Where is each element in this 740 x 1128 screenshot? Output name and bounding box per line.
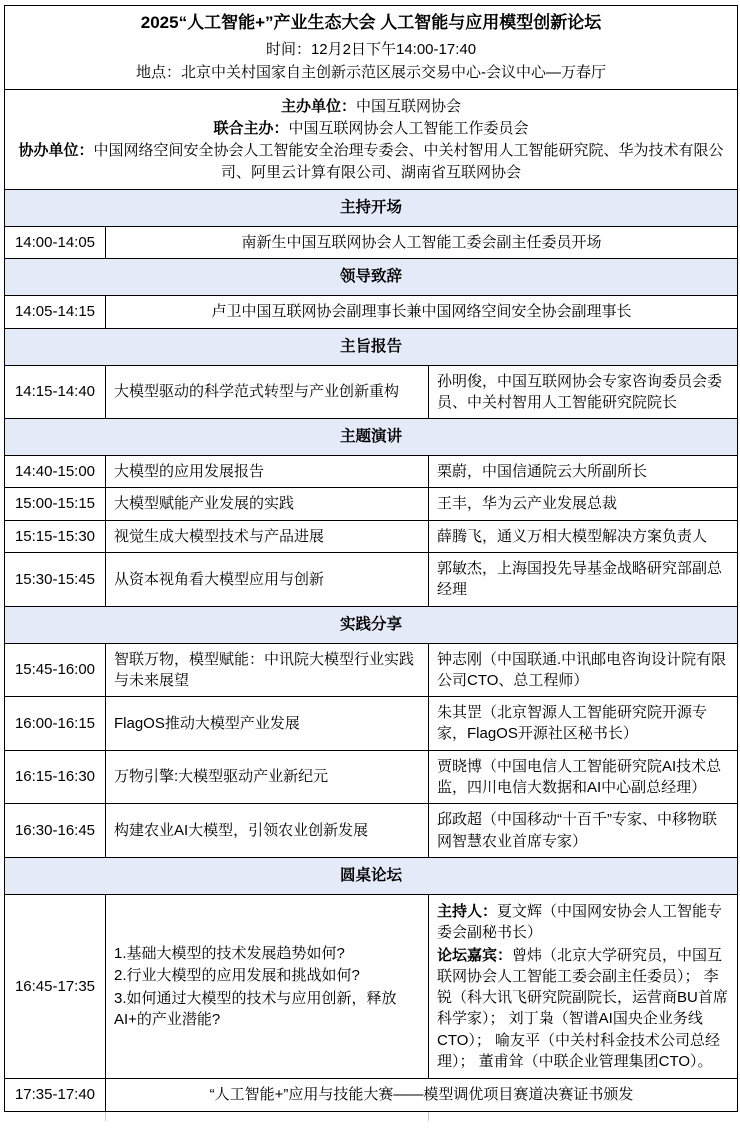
speaker-cell: 郭敏杰，上海国投先导基金战略研究部副总经理 [429,552,738,606]
host-org-label: 主办单位： [280,97,356,115]
section-header-talks-label: 主题演讲 [5,419,738,456]
section-header-opening-label: 主持开场 [5,189,738,226]
support-org-label: 协办单位： [18,142,94,160]
agenda-table [4,5,738,1112]
table-row [5,226,738,258]
topic-cell: 视觉生成大模型技术与产品进展 [106,520,429,552]
time-cell: 15:30-15:45 [5,552,106,606]
topic-cell: 万物引擎:大模型驱动产业新纪元 [106,750,429,804]
support-org-line [13,140,729,183]
clipped-gridline [428,1112,429,1121]
title-cell [5,6,738,90]
event-title: 2025“人工智能+”产业生态大会 人工智能与应用模型创新论坛 [140,13,602,32]
merged-content-cell: 南新生中国互联网协会人工智能工委会副主任委员开场 [106,226,738,258]
host-org-value: 中国互联网协会 [356,97,462,115]
clipped-next-row [4,1112,737,1121]
topic-cell: 大模型赋能产业发展的实践 [106,488,429,520]
speaker-cell: 贾晓博（中国电信人工智能研究院AI技术总监，四川电信大数据和AI中心副总经理） [429,750,738,804]
merged-content-cell: “人工智能+”应用与技能大赛——模型调优项目赛道决赛证书颁发 [106,1079,738,1111]
table-row [5,488,738,520]
section-header-keynote-label: 主旨报告 [5,328,738,365]
roundtable-questions-cell [106,894,429,1078]
roundtable-question: 1.基础大模型的技术发展趋势如何? [114,945,345,963]
topic-cell: 智联万物，模型赋能：中讯院大模型行业实践与未来展望 [106,643,429,697]
speaker-cell: 王丰，华为云产业发展总裁 [429,488,738,520]
host-value: 夏文辉（中国网安协会人工智能专委会副秘书长） [437,902,723,942]
organizers-row [5,89,738,189]
co-host-label: 联合主办： [213,120,289,138]
time-cell: 15:45-16:00 [5,643,106,697]
roundtable-guests-line [437,945,729,1073]
section-header-roundtable-label: 圆桌论坛 [5,857,738,894]
table-row [5,456,738,488]
table-row [5,296,738,328]
time-cell: 14:15-14:40 [5,365,106,419]
title-row [5,6,738,90]
table-row [5,643,738,697]
speaker-cell: 栗蔚，中国信通院云大所副所长 [429,456,738,488]
roundtable-question: 2.行业大模型的应用发展和挑战如何? [114,967,360,985]
speaker-cell: 薛腾飞，通义万相大模型解决方案负责人 [429,520,738,552]
time-cell: 15:15-15:30 [5,520,106,552]
table-row [5,1079,738,1111]
roundtable-speakers-cell [429,894,738,1078]
guests-value: 曾炜（北京大学研究员，中国互联网协会人工智能工委会副主任委员）； 李锐（科大讯飞研究院副院长，运营商BU首席科学家）； 刘丁枭（智谱AI国央企业务线CTO）； 喻友平（中关村科金技术公司总经理）； 董甫耸（中联企业管理集团CTO）。 [437,946,728,1071]
table-row [5,804,738,858]
host-label: 主持人： [437,902,498,920]
host-org-line [13,96,729,117]
roundtable-question: 3.如何通过大模型的技术与应用创新，释放AI+的产业潜能? [114,989,397,1028]
organizers-cell [5,89,738,189]
section-header-roundtable [5,857,738,894]
section-header-opening [5,189,738,226]
topic-cell: FlagOS推动大模型产业发展 [106,697,429,751]
merged-content-cell: 卢卫中国互联网协会副理事长兼中国网络空间安全协会副理事长 [106,296,738,328]
roundtable-host-line [437,901,729,944]
time-cell: 14:00-14:05 [5,226,106,258]
support-org-value: 中国网络空间安全协会人工智能安全治理专委会、中关村智用人工智能研究院、华为技术有限公司、阿里云计算有限公司、湖南省互联网协会 [93,142,724,181]
topic-cell: 从资本视角看大模型应用与创新 [106,552,429,606]
time-cell: 16:45-17:35 [5,894,106,1078]
table-row [5,552,738,606]
section-header-speech [5,259,738,296]
time-cell: 16:00-16:15 [5,697,106,751]
co-host-line [13,118,729,139]
section-header-keynote [5,328,738,365]
speaker-cell: 钟志刚（中国联通.中讯邮电咨询设计院有限公司CTO、总工程师） [429,643,738,697]
table-row [5,697,738,751]
time-cell: 15:00-15:15 [5,488,106,520]
roundtable-row [5,894,738,1078]
clipped-gridline [105,1112,106,1121]
speaker-cell: 朱其罡（北京智源人工智能研究院开源专家，FlagOS开源社区秘书长） [429,697,738,751]
time-cell: 14:40-15:00 [5,456,106,488]
topic-cell: 大模型驱动的科学范式转型与产业创新重构 [106,365,429,419]
speaker-cell: 孙明俊，中国互联网协会专家咨询委员会委员、中关村智用人工智能研究院院长 [429,365,738,419]
table-row [5,750,738,804]
speaker-cell: 邱政超（中国移动“十百千”专家、中移物联网智慧农业首席专家） [429,804,738,858]
section-header-speech-label: 领导致辞 [5,259,738,296]
event-location: 地点：北京中关村国家自主创新示范区展示交易中心-会议中心—万春厅 [136,64,606,82]
event-time: 时间：12月2日下午14:00-17:40 [265,41,477,59]
topic-cell: 大模型的应用发展报告 [106,456,429,488]
co-host-value: 中国互联网协会人工智能工作委员会 [288,120,529,138]
section-header-talks [5,419,738,456]
guests-label: 论坛嘉宾： [437,946,513,964]
section-header-practice [5,606,738,643]
table-row [5,520,738,552]
time-cell: 16:30-16:45 [5,804,106,858]
table-row [5,365,738,419]
topic-cell: 构建农业AI大模型，引领农业创新发展 [106,804,429,858]
section-header-practice-label: 实践分享 [5,606,738,643]
time-cell: 16:15-16:30 [5,750,106,804]
time-cell: 17:35-17:40 [5,1079,106,1111]
time-cell: 14:05-14:15 [5,296,106,328]
